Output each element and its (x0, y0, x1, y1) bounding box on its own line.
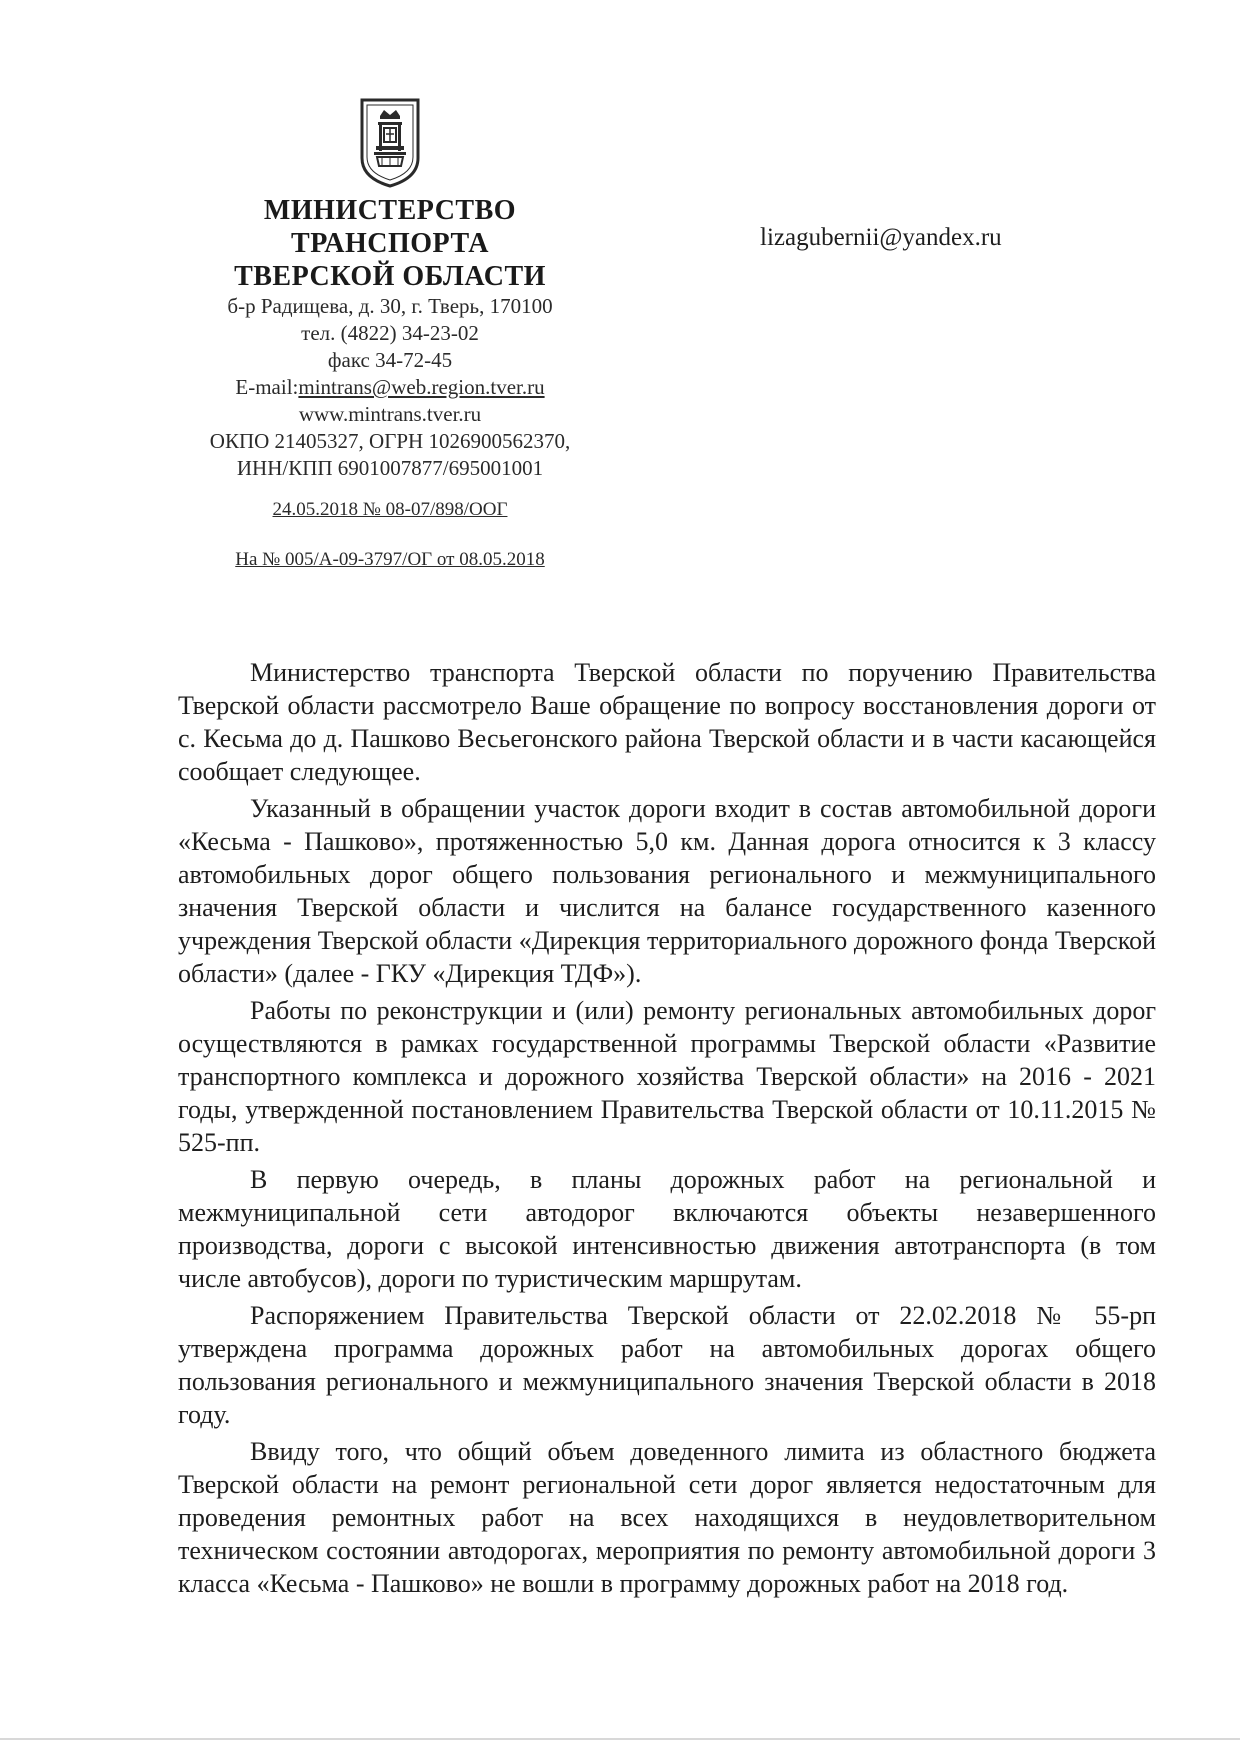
org-name-line-1: МИНИСТЕРСТВО (263, 195, 517, 226)
org-email-link[interactable]: mintrans@web.region.tver.ru (298, 375, 545, 399)
org-email-label: E-mail: (235, 375, 299, 399)
body-paragraph-3: Работы по реконструкции и (или) ремонту региональных автомобильных дорог осуществляются в рамках государственной программы Тверской области «Развитие транспортного комплекса и дорожного хозяйства Тверской области» на 2016 - 2021 годы, утвержденной постановлением Правительства Тверской области от 10.11.2015 № 525-пп. (178, 996, 1156, 1157)
recipient-email[interactable]: lizagubernii@yandex.ru (760, 224, 1002, 251)
org-email-line (180, 374, 600, 401)
outgoing-reference: 24.05.2018 № 08-07/898/ООГ (272, 499, 508, 520)
org-website[interactable]: www.mintrans.tver.ru (298, 402, 482, 426)
org-name-line-3: ТВЕРСКОЙ ОБЛАСТИ (234, 261, 546, 292)
body-paragraph-1: Министерство транспорта Тверской области по поручению Правительства Тверской области рассмотрело Ваше обращение по вопросу восстановления дороги от с. Кесьма до д. Пашково Весьегонского района Тверской области и в части касающейся сообщает следующее. (178, 658, 1156, 786)
org-okpo-ogrn: ОКПО 21405327, ОГРН 1026900562370, (209, 429, 571, 453)
letterhead (180, 96, 600, 572)
reply-reference: На № 005/А-09-3797/ОГ от 08.05.2018 (235, 549, 545, 570)
body-paragraph-6: Ввиду того, что общий объем доведенного лимита из областного бюджета Тверской области на ремонт региональной сети дорог является недостаточным для проведения ремонтных работ на всех находящихся в неудовлетворительном техническом состоянии автодорогах, мероприятия по ремонту автомобильной дороги 3 класса «Кесьма - Пашково» не вошли в программу дорожных работ на 2018 год. (178, 1437, 1156, 1598)
body-paragraph-4: В первую очередь, в планы дорожных работ на региональной и межмуниципальной сети автодорог включаются объекты незавершенного производства, дороги с высокой интенсивностью движения автотранспорта (в том числе автобусов), дороги по туристическим маршрутам. (178, 1165, 1156, 1293)
org-address: б-р Радищева, д. 30, г. Тверь, 170100 (227, 294, 553, 318)
body-paragraph-2: Указанный в обращении участок дороги входит в состав автомобильной дороги «Кесьма - Пашково», протяженностью 5,0 км. Данная дорога относится к 3 классу автомобильных дорог общего пользования регионального и межмуниципального значения Тверской области и числится на балансе государственного казенного учреждения Тверской области «Дирекция территориального дорожного фонда Тверской области» (далее - ГКУ «Дирекция ТДФ»). (178, 794, 1156, 988)
org-phone: тел. (4822) 34-23-02 (301, 321, 479, 345)
org-fax: факс 34-72-45 (327, 348, 453, 372)
letter-body (178, 656, 1156, 1604)
org-inn-kpp: ИНН/КПП 6901007877/695001001 (236, 456, 544, 480)
page-bottom-edge (0, 1738, 1240, 1740)
body-paragraph-5: Распоряжением Правительства Тверской области от 22.02.2018 № 55-рп утверждена программа дорожных работ на автомобильных дорогах общего пользования регионального и межмуниципального значения Тверской области в 2018 году. (178, 1301, 1156, 1429)
org-name-line-2: ТРАНСПОРТА (291, 228, 489, 259)
tver-coat-of-arms-icon (358, 96, 422, 188)
